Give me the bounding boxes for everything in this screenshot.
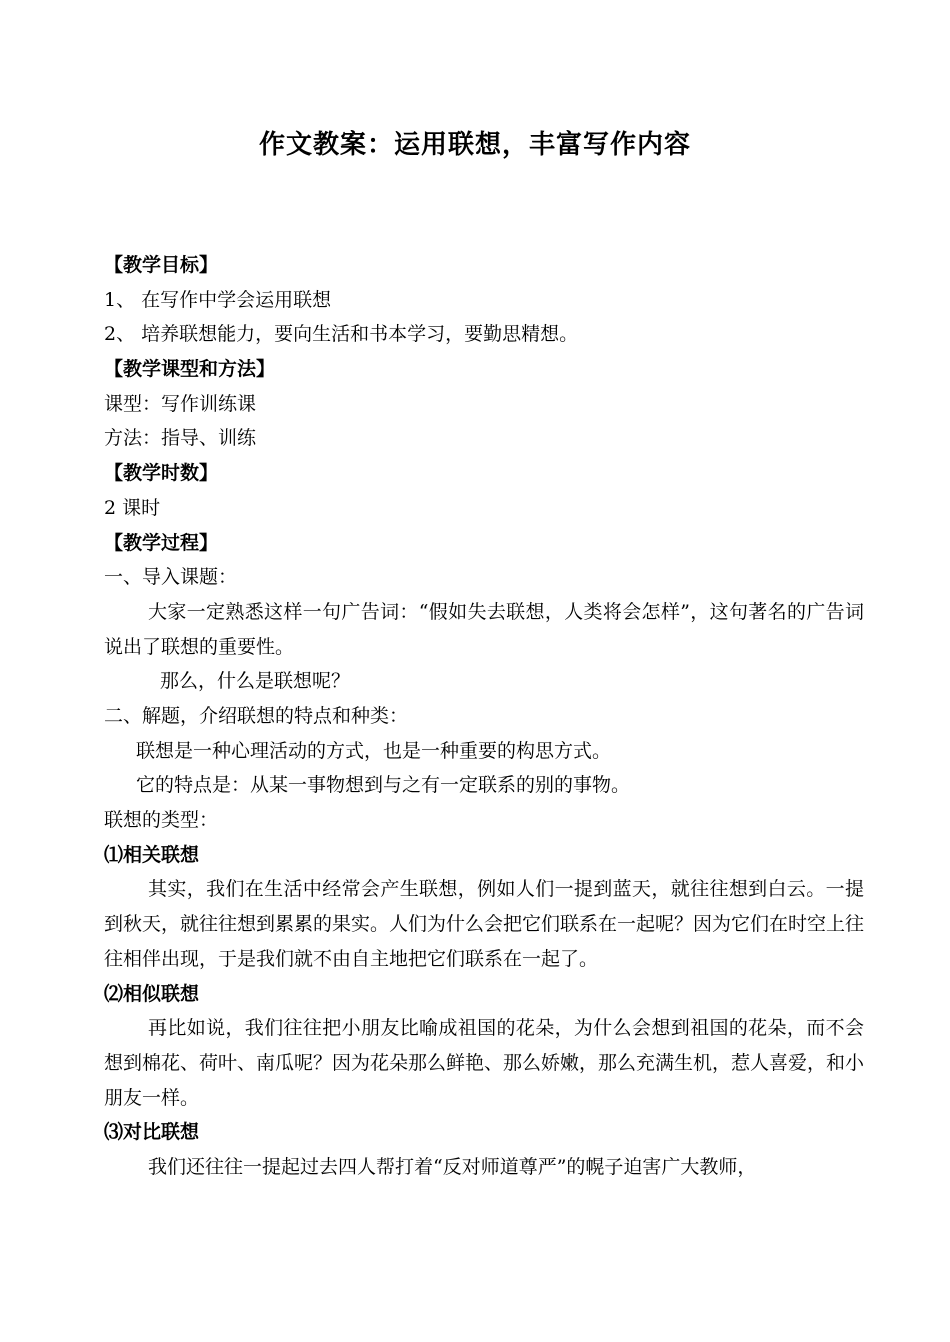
type-1-heading: ⑴相关联想 [104, 843, 200, 866]
types-label: 联想的类型： [104, 809, 219, 832]
type-3-paragraph: 我们还往往一提起过去四人帮打着“反对师道尊严”的幌子迫害广大教师， [148, 1156, 757, 1178]
goals-heading: 【教学目标】 [104, 254, 219, 276]
hours-heading: 【教学时数】 [104, 462, 219, 485]
teaching-method: 方法：指导、训练 [104, 427, 257, 450]
type-2-heading: ⑵相似联想 [104, 982, 200, 1005]
goal-item-2: 2、 培养联想能力，要向生活和书本学习，要勤思精想。 [104, 323, 579, 346]
goal-item-1: 1、 在写作中学会运用联想 [104, 288, 332, 311]
lesson-type: 课型：写作训练课 [104, 392, 257, 415]
document-body [104, 248, 864, 1185]
question-line: 那么，什么是联想呢？ [160, 670, 351, 693]
process-heading: 【教学过程】 [104, 531, 219, 554]
type-method-heading: 【教学课型和方法】 [104, 358, 276, 381]
step-2: 二、解题，介绍联想的特点和种类： [104, 704, 409, 727]
definition-line: 联想是一种心理活动的方式，也是一种重要的构思方式。 [136, 739, 612, 762]
type-2-paragraph: 再比如说，我们往往把小朋友比喻成祖国的花朵，为什么会想到祖国的花朵，而不会想到棉花、荷叶、南瓜呢？因为花朵那么鲜艳、那么娇嫩，那么充满生机，惹人喜爱，和小朋友一样。 [104, 1017, 865, 1109]
feature-line: 它的特点是：从某一事物想到与之有一定联系的别的事物。 [136, 774, 631, 797]
hours-value: 2 课时 [104, 496, 161, 519]
document-title: 作文教案：运用联想，丰富写作内容 [258, 130, 691, 160]
type-3-heading: ⑶对比联想 [104, 1121, 200, 1144]
step-1: 一、导入课题： [104, 566, 238, 589]
intro-paragraph: 大家一定熟悉这样一句广告词：“假如失去联想，人类将会怎样”，这句著名的广告词说出了联想的重要性。 [104, 600, 864, 658]
type-1-paragraph: 其实，我们在生活中经常会产生联想，例如人们一提到蓝天，就往往想到白云。一提到秋天，就往往想到累累的果实。人们为什么会把它们联系在一起呢？因为它们在时空上往往相伴出现，于是我们就不由自主地把它们联系在一起了。 [104, 878, 865, 970]
